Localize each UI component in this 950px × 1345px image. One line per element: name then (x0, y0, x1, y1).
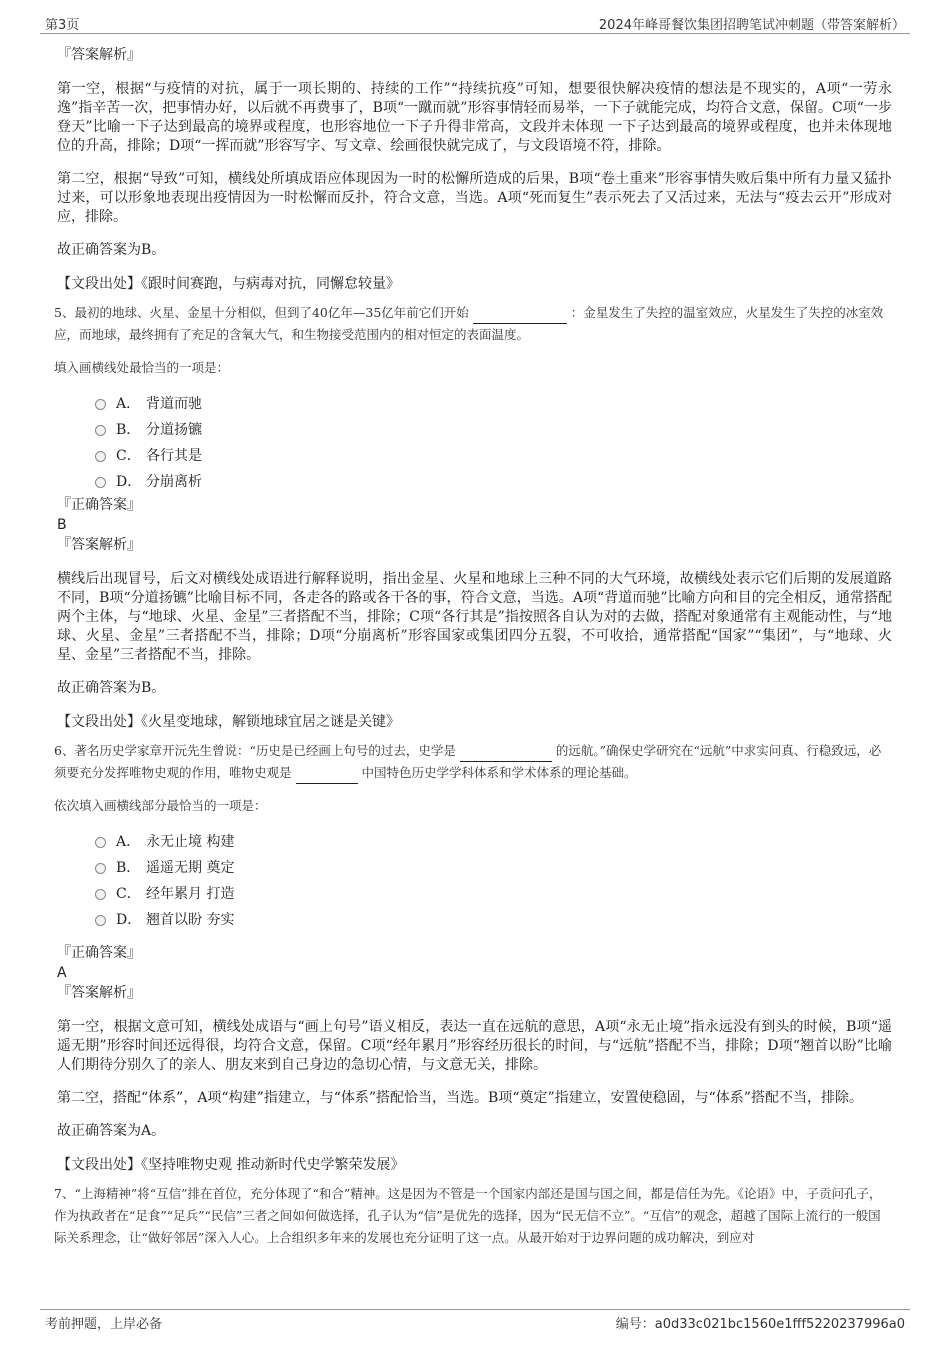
q5-prompt: 填入画横线处最恰当的一项是： (54, 360, 230, 375)
q4-analysis-label: 『答案解析』 (57, 47, 141, 63)
radio-icon[interactable] (95, 451, 106, 462)
page-content (54, 44, 892, 1249)
q5-stem-after: ：金星发生了失控的温室效应，火星发生了失控的冰室效应，而地球，最终拥有了充足的含氧大气，和生物接受范围内的相对恒定的表面温度。 (54, 305, 884, 342)
q5-source: 【文段出处】《火星变地球，解锁地球宜居之谜是关键》 (57, 714, 400, 730)
q5-stem-before: 5、最初的地球、火星、金星十分相似，但到了40亿年—35亿年前它们开始 (54, 305, 469, 320)
q4-analysis-para1: 第一空，根据“与疫情的对抗，属于一项长期的、持续的工作”“持续抗疫”可知，想要很快解决疫情的想法是不现实的，A项“一劳永逸”指辛苦一次，把事情办好，以后就不再费事了，B项“一蹴而就”形容事情轻而易举，一下子就能完成，均符合文意，保留。C项“一步登天”比喻一下子达到最高的境界或程度，也形容地位一下子升得非常高，文段并未体现 一下子达到最高的境界或程度，也并未体现地位的升高，排除；D项“一挥而就”形容写字、写文章、绘画很快就完成了，与文段语境不符，排除。 (57, 81, 892, 154)
q5-option-d[interactable]: D． 分崩离析 (95, 468, 892, 494)
q5-correct-label: 『正确答案』 (57, 497, 141, 513)
q6-prompt: 依次填入画横线部分最恰当的一项是： (54, 798, 267, 813)
q6-source: 【文段出处】《坚持唯物史观 推动新时代史学繁荣发展》 (57, 1157, 405, 1173)
q6-analysis-label: 『答案解析』 (57, 985, 141, 1001)
q4-source: 【文段出处】《跟时间赛跑，与病毒对抗，同懈怠较量》 (57, 276, 400, 292)
page-number: 第3页 (45, 18, 80, 33)
q6-correct-label: 『正确答案』 (57, 945, 141, 961)
radio-icon[interactable] (95, 425, 106, 436)
q7-stem: 7、“上海精神”将“互信”排在首位，充分体现了“和合”精神。这是因为不管是一个国家内部还是国与国之间，都是信任为先。《论语》中，子贡问孔子，作为执政者在“足食”“足兵”“民信”三者之间如何做选择，孔子认为“信”是优先的选择，因为“民无信不立”。“互信”的观念，超越了国际上流行的一般国际关系理念，让“做好邻居”深入人心。上合组织多年来的发展也充分证明了这一点。从最开始对于边界问题的成功解决，到应对 (54, 1186, 882, 1245)
radio-icon[interactable] (95, 477, 106, 488)
radio-icon[interactable] (95, 889, 106, 900)
q5-conclusion: 故正确答案为B。 (57, 680, 166, 696)
q6-blank-1 (460, 747, 552, 762)
radio-icon[interactable] (95, 863, 106, 874)
q5-options (95, 390, 892, 494)
q6-option-d[interactable]: D． 翘首以盼 夯实 (95, 906, 892, 932)
q6-analysis-para1: 第一空，根据文意可知，横线处成语与“画上句号”语义相反，表达一直在远航的意思，A项“永无止境”指永远没有到头的时候，B项“遥遥无期”形容时间还远得很，均符合文意，保留。C项“经年累月”形容经历很长的时间，与“远航”搭配不当，排除；D项“翘首以盼”比喻人们期待分别久了的亲人、朋友来到自己身边的急切心情，与文意无关，排除。 (57, 1019, 892, 1073)
q6-answer: A (57, 965, 67, 981)
q6-option-c[interactable]: C． 经年累月 打造 (95, 880, 892, 906)
radio-icon[interactable] (95, 837, 106, 848)
q5-answer: B (57, 517, 67, 533)
q5-blank (473, 309, 567, 324)
q6-blank-2 (296, 769, 358, 784)
footer-divider (40, 1309, 910, 1310)
q6-option-a[interactable]: A． 永无止境 构建 (95, 828, 892, 854)
q5-stem (54, 302, 892, 346)
q5-option-b[interactable]: B． 分道扬镳 (95, 416, 892, 442)
radio-icon[interactable] (95, 399, 106, 410)
q6-conclusion: 故正确答案为A。 (57, 1123, 166, 1139)
q5-option-c[interactable]: C． 各行其是 (95, 442, 892, 468)
q6-options (95, 828, 892, 932)
footer-code: 编号：a0d33c021bc1560e1fff5220237996a0 (615, 1317, 905, 1332)
q5-option-a[interactable]: A． 背道而驰 (95, 390, 892, 416)
q5-analysis-label: 『答案解析』 (57, 537, 141, 553)
header-divider (40, 33, 910, 34)
footer-slogan: 考前押题，上岸必备 (45, 1317, 163, 1332)
document-title: 2024年峰哥餐饮集团招聘笔试冲刺题（带答案解析） (598, 18, 905, 33)
q6-option-b[interactable]: B． 遥遥无期 奠定 (95, 854, 892, 880)
q6-stem: 6、著名历史学家章开沅先生曾说：“历史是已经画上句号的过去，史学是 的远航。”确保史学研究在“远航”中求实问真、行稳致远，必须要充分发挥唯物史观的作用，唯物史观是 中国特色历史学学科体系和学术体系的理论基础。 (54, 740, 892, 784)
q4-conclusion: 故正确答案为B。 (57, 242, 166, 258)
radio-icon[interactable] (95, 915, 106, 926)
q6-analysis-para2: 第二空，搭配“体系”，A项“构建”指建立，与“体系”搭配恰当，当选。B项“奠定”指建立，安置使稳固，与“体系”搭配不当，排除。 (57, 1090, 863, 1106)
q5-analysis-para1: 横线后出现冒号，后文对横线处成语进行解释说明，指出金星、火星和地球上三种不同的大气环境，故横线处表示它们后期的发展道路不同，B项“分道扬镳”比喻目标不同，各走各的路或各干各的事，符合文意，当选。A项“背道而驰”比喻方向和目的完全相反，通常搭配两个主体，与“地球、火星、金星”三者搭配不当，排除；C项“各行其是”指按照各自认为对的去做，搭配对象通常有主观能动性，与“地球、火星、金星”三者搭配不当，排除；D项“分崩离析”形容国家或集团四分五裂，不可收拾，通常搭配“国家”“集团”，与“地球、火星、金星”三者搭配不当，排除。 (57, 571, 892, 663)
q4-analysis-para2: 第二空，根据“导致”可知，横线处所填成语应体现因为一时的松懈所造成的后果，B项“卷土重来”形容事情失败后集中所有力量又猛扑过来，可以形象地表现出疫情因为一时松懈而反扑，符合文意，当选。A项“死而复生”表示死去了又活过来，无法与“疫去云开”形成对应，排除。 (57, 171, 892, 225)
